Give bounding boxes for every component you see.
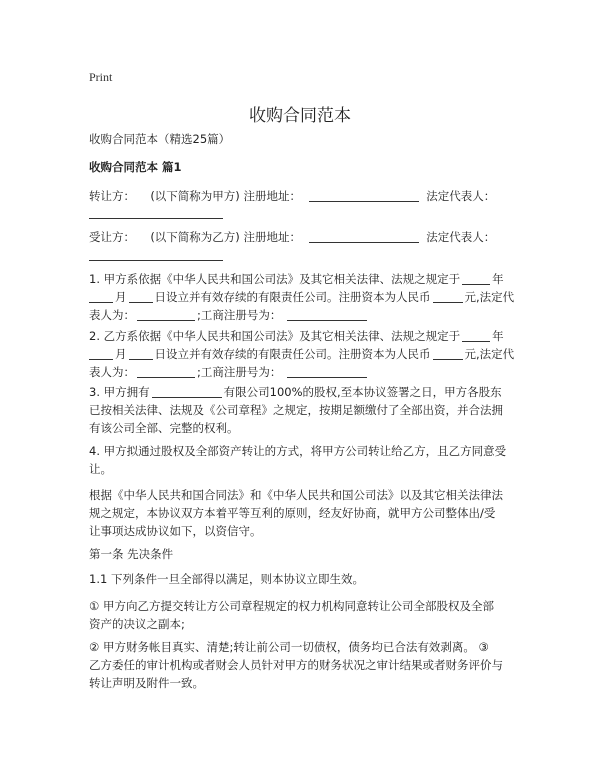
- clause-2-text-3: 元,法定代: [464, 347, 515, 361]
- transferor-label: 转让方：: [89, 189, 135, 203]
- condition-1-line-1: ① 甲方向乙方提交转让方公司章程规定的权力机构同意转让公司全部股权及全部: [89, 599, 494, 613]
- clause-2-text: 2. 乙方系依据《中华人民共和国公司法》及其它相关法律、法规之规定于: [89, 329, 461, 343]
- clause-1-line-3: [89, 306, 367, 324]
- clause-1-line-1: [89, 270, 504, 288]
- clause-3-text: 3. 甲方拥有: [89, 385, 150, 399]
- clause-2-line-1: [89, 327, 504, 345]
- preamble-line-1: 根据《中华人民共和国合同法》和《中华人民共和国公司法》以及其它相关法律法: [89, 488, 503, 502]
- print-label[interactable]: Print: [89, 70, 113, 84]
- condition-2-line-1: ② 甲方财务帐目真实、清楚;转让前公司一切债权，债务均已合法有效剥离。 ③: [89, 640, 489, 654]
- condition-2-line-2: 乙方委任的审计机构或者财会人员针对甲方的财务状况之审计结果或者财务评价与: [89, 658, 503, 672]
- clause-2-line-3: [89, 363, 367, 381]
- clause-1-text-2: 日设立并有效存续的有限责任公司。注册资本为人民币: [154, 290, 431, 304]
- transferor-rep-label: 法定代表人：: [426, 189, 496, 203]
- clause-1-reg-label: ;工商注册号为：: [197, 308, 282, 322]
- transferor-rep-blank-row: [89, 202, 223, 221]
- clause-1-rep-label: 表人为：: [89, 308, 135, 322]
- clause-2-year-label: 年: [492, 329, 504, 343]
- condition-2-line-3: 转让声明及附件一致。: [89, 676, 204, 690]
- transferor-rep-blank[interactable]: [89, 206, 223, 219]
- transferee-rep-blank[interactable]: [89, 248, 223, 261]
- transferee-label: 受让方：: [89, 230, 135, 244]
- clause-1-text-3: 元,法定代: [464, 290, 515, 304]
- clause-2-year-blank[interactable]: [462, 329, 490, 342]
- clause-4-line-1: 4. 甲方拟通过股权及全部资产转让的方式，将甲方公司转让给乙方，且乙方同意受: [89, 444, 507, 458]
- section-heading: 收购合同范本 篇1: [89, 160, 182, 174]
- subtitle: 收购合同范本（精选25篇）: [89, 132, 231, 146]
- clause-2-capital-blank[interactable]: [433, 347, 463, 360]
- clause-3-company-blank[interactable]: [152, 385, 222, 398]
- condition-1-line-2: 资产的决议之副本;: [89, 617, 185, 631]
- clause-1-year-label: 年: [492, 272, 504, 286]
- page-title: 收购合同范本: [249, 106, 351, 126]
- clause-1-year-blank[interactable]: [462, 272, 490, 285]
- clause-3-line-2: 已按相关法律、法规及《公司章程》之规定，按期足额缴付了全部出资，并合法拥: [89, 403, 503, 417]
- clause-2-reg-label: ;工商注册号为：: [197, 365, 282, 379]
- transferor-address-label: 注册地址：: [243, 189, 301, 203]
- clause-1-reg-blank[interactable]: [287, 308, 367, 321]
- clause-1-month-label: 月: [115, 290, 127, 304]
- clause-1-rep-blank[interactable]: [137, 308, 195, 321]
- transferor-address-blank[interactable]: [309, 189, 419, 202]
- clause-3-line-3: 有该公司全部、完整的权利。: [89, 421, 239, 435]
- transferee-address-label: 注册地址：: [243, 230, 301, 244]
- clause-2-month-blank[interactable]: [89, 347, 113, 360]
- clause-2-rep-label: 表人为：: [89, 365, 135, 379]
- preamble-line-2: 规之规定，本协议双方本着平等互利的原则，经友好协商，就甲方公司整体出/受: [89, 506, 496, 520]
- clause-3-text-2: 有限公司100%的股权,至本协议签署之日，甲方各股东: [223, 385, 502, 399]
- transferor-alias: (以下简称为甲方): [150, 189, 240, 203]
- clause-2-rep-blank[interactable]: [137, 365, 195, 378]
- clause-1-day-blank[interactable]: [129, 290, 153, 303]
- clause-2-reg-blank[interactable]: [287, 365, 367, 378]
- clause-1-text: 1. 甲方系依据《中华人民共和国公司法》及其它相关法律、法规之规定于: [89, 272, 461, 286]
- clause-1-capital-blank[interactable]: [433, 290, 463, 303]
- clause-1-month-blank[interactable]: [89, 290, 113, 303]
- article-1-1: 1.1 下列条件一旦全部得以满足，则本协议立即生效。: [89, 572, 364, 586]
- clause-4-line-2: 让。: [89, 462, 112, 476]
- preamble-line-3: 让事项达成协议如下，以资信守。: [89, 524, 262, 538]
- transferee-address-blank[interactable]: [309, 230, 419, 243]
- transferee-alias: (以下简称为乙方): [150, 230, 240, 244]
- clause-1-line-2: [89, 288, 514, 306]
- clause-3-line-1: [89, 383, 502, 401]
- transferee-rep-blank-row: [89, 244, 223, 263]
- article-1-heading: 第一条 先决条件: [89, 547, 174, 561]
- clause-2-month-label: 月: [115, 347, 127, 361]
- clause-2-text-2: 日设立并有效存续的有限责任公司。注册资本为人民币: [154, 347, 431, 361]
- transferee-rep-label: 法定代表人：: [426, 230, 496, 244]
- clause-2-day-blank[interactable]: [129, 347, 153, 360]
- clause-2-line-2: [89, 345, 514, 363]
